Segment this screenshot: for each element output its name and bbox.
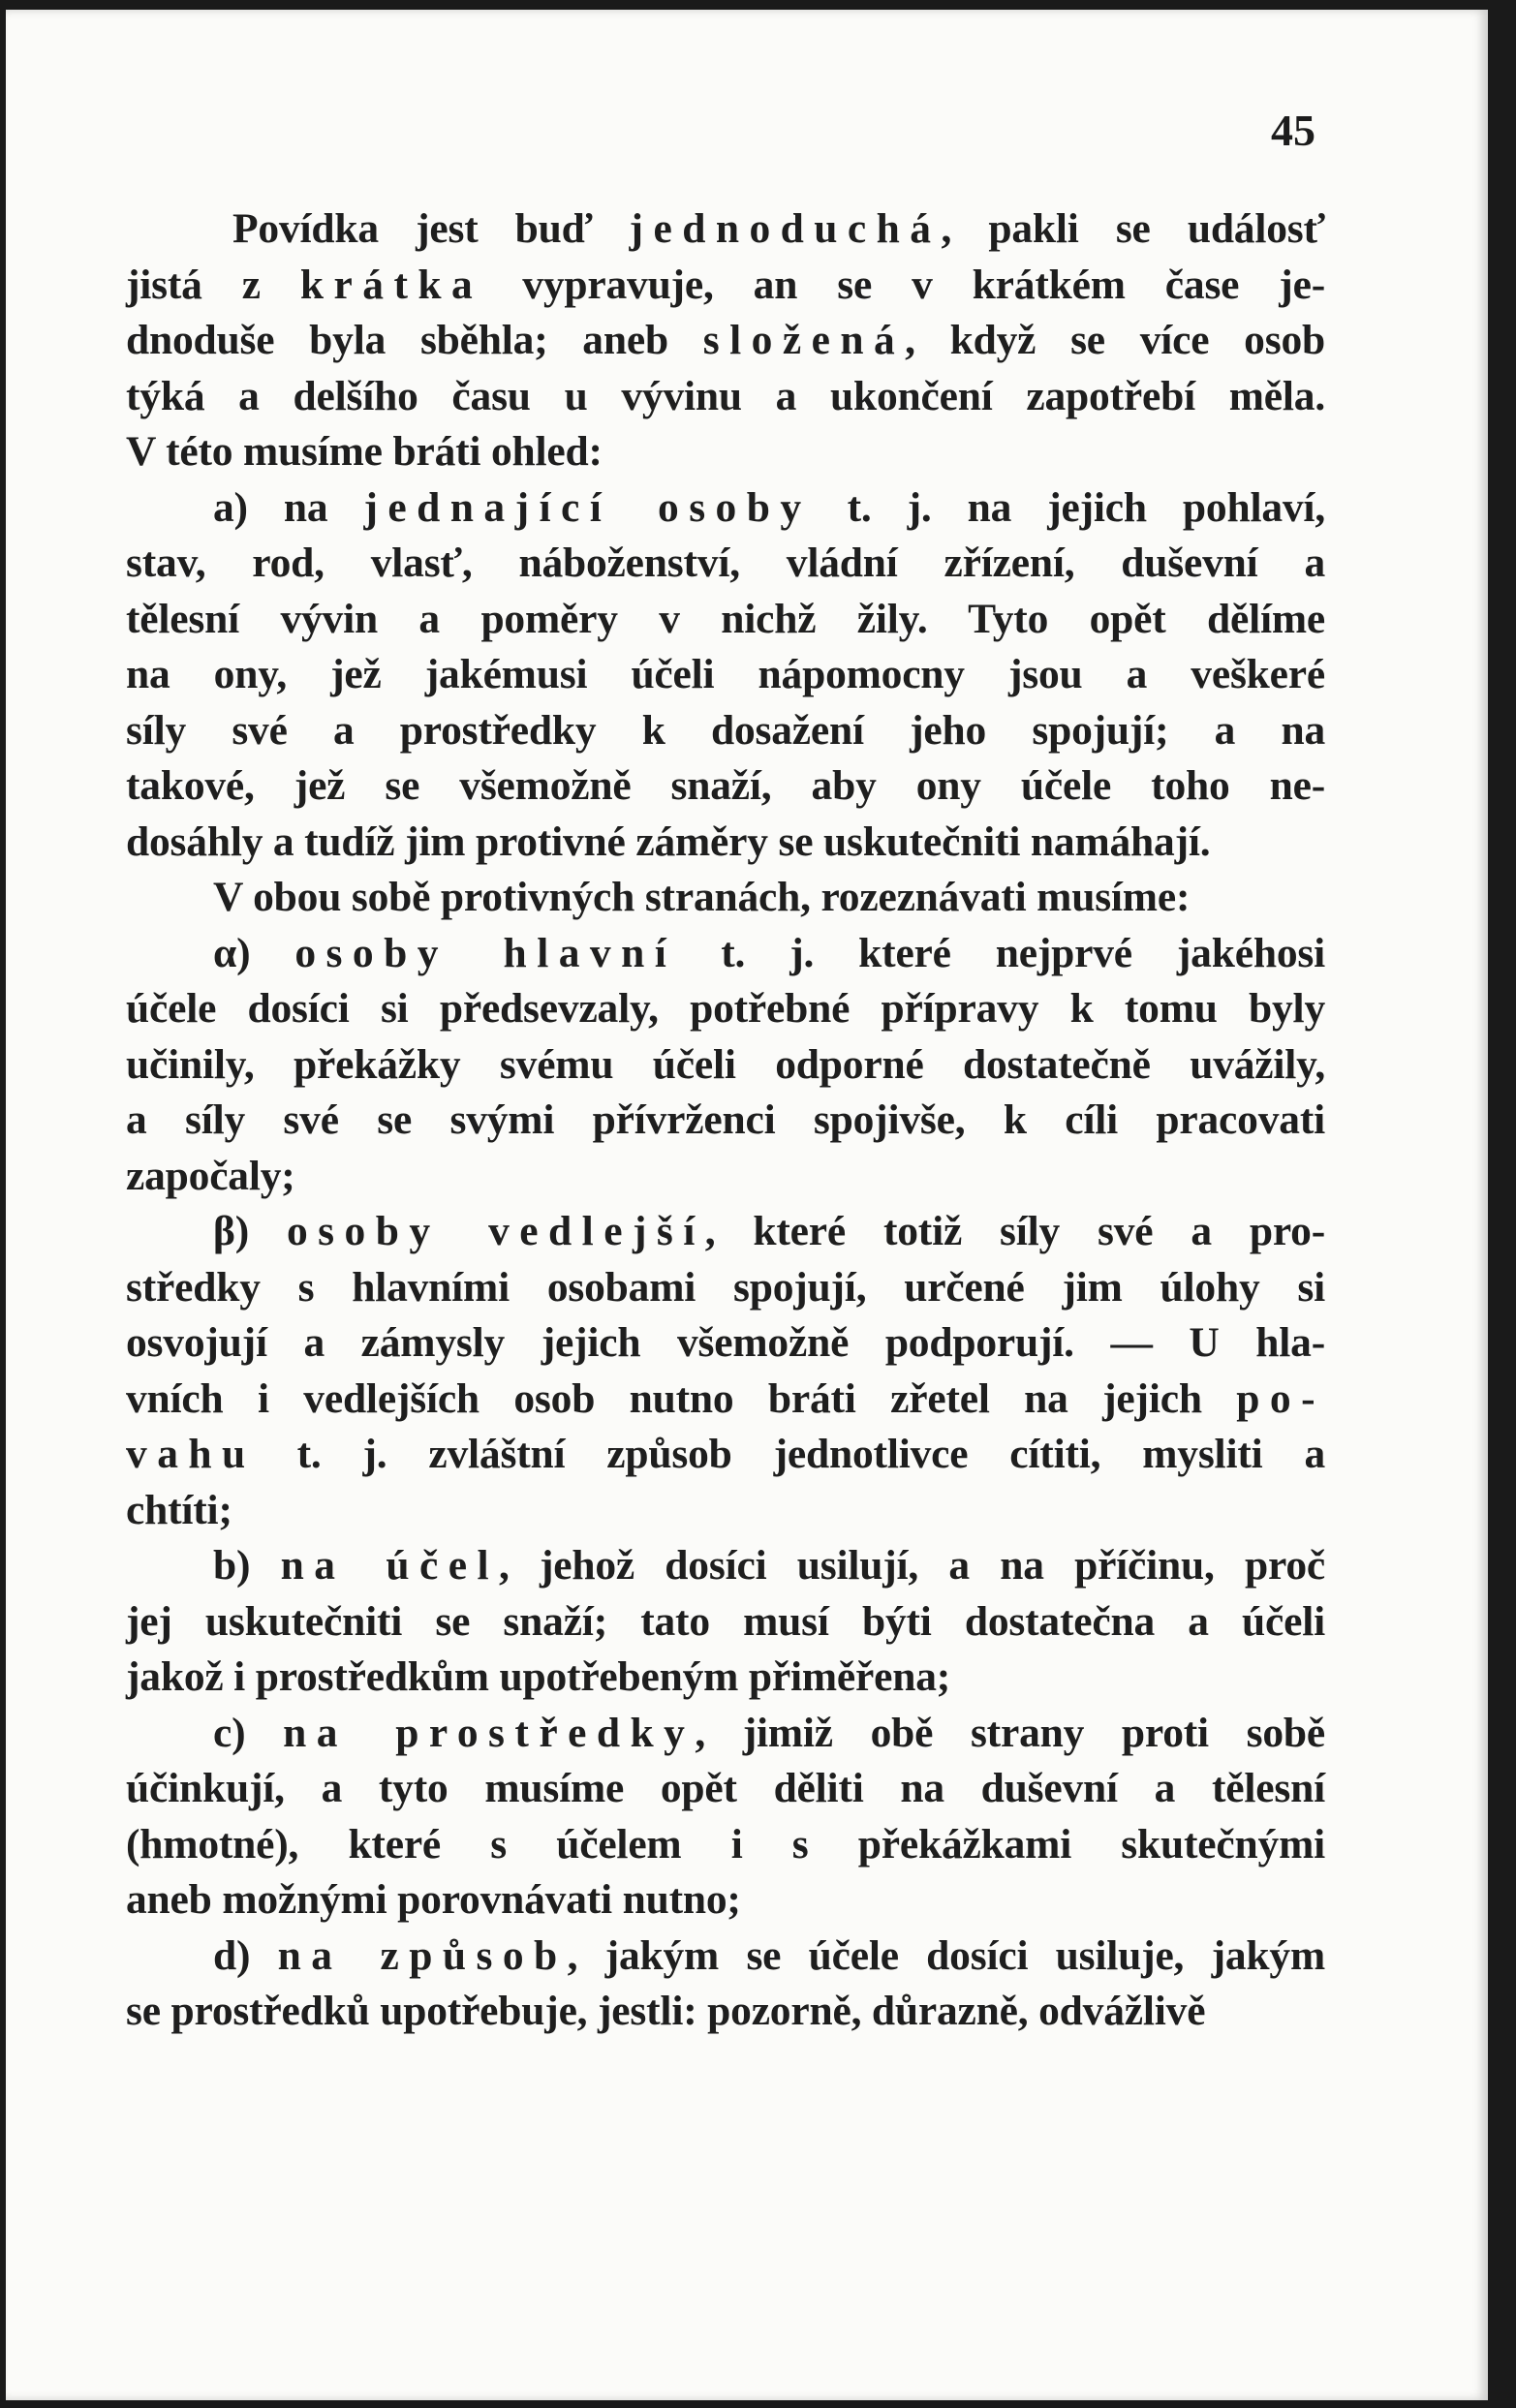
spaced-emphasis: na způsob <box>277 1931 568 1979</box>
text-run: a síly své se svými přívrženci spojivše, k cíli pracovati <box>126 1096 1325 1143</box>
spaced-emphasis: složená <box>702 317 906 363</box>
text-run: t. j. zvláštní způsob jednotlivce cítiti, mysliti a <box>255 1431 1325 1477</box>
text-line <box>126 647 1325 703</box>
spaced-emphasis: jednoduchá <box>629 205 942 252</box>
paragraph <box>126 1706 1325 1929</box>
text-run: stav, rod, vlasť, náboženství, vládní zřízení, duševní a <box>126 540 1325 586</box>
text-line <box>126 369 1325 425</box>
text-run: V obou sobě protivných stranách, rozeznávati musíme: <box>213 874 1191 920</box>
text-run: dosáhly a tudíž jim protivné záměry se uskutečniti namáhají. <box>126 818 1211 865</box>
text-run: tělesní vývin a poměry v nichž žily. Tyto opět dělíme <box>126 595 1325 642</box>
text-line <box>126 926 1325 982</box>
text-run: síly své a prostředky k dosažení jeho spojují; a na <box>126 706 1325 754</box>
text-line <box>126 1594 1325 1651</box>
text-run: takové, jež se všemožně snaží, aby ony účele toho ne- <box>126 762 1325 809</box>
text-line <box>126 1483 1325 1539</box>
text-line <box>126 201 1325 258</box>
spaced-emphasis: vahu <box>126 1431 256 1477</box>
text-run: aneb možnými porovnávati nutno; <box>126 1876 741 1923</box>
text-run: jej uskutečniti se snaží; tato musí býti dostatečna a účeli <box>126 1597 1325 1645</box>
text-line <box>126 1538 1325 1594</box>
text-line <box>126 1037 1325 1094</box>
text-run: se prostředků upotřebuje, jestli: pozorně, důrazně, odvážlivě <box>126 1988 1206 2034</box>
paragraph <box>126 870 1325 926</box>
text-line <box>126 1761 1325 1817</box>
text-run: t. j. které nejprvé jakéhosi <box>676 929 1325 976</box>
text-run: , jakým se účele dosíci usiluje, jakým <box>567 1931 1325 1979</box>
text-line <box>126 1650 1325 1706</box>
spaced-emphasis: na účel <box>280 1542 499 1589</box>
text-run: , které totiž síly své a pro- <box>704 1208 1325 1254</box>
text-line <box>126 480 1325 537</box>
text-run: dnoduše byla sběhla; aneb <box>126 317 703 363</box>
text-line <box>126 592 1325 648</box>
spaced-emphasis: jednající osoby <box>363 483 812 531</box>
text-line <box>126 424 1325 480</box>
text-run: účinkují, a tyto musíme opět děliti na duševní a tělesní <box>126 1765 1325 1811</box>
text-run: t. j. na jejich pohlaví, <box>811 483 1325 531</box>
text-line <box>126 703 1325 759</box>
text-run: (hmotné), které s účelem i s překážkami skutečnými <box>126 1820 1325 1868</box>
text-run: týká a delšího času u vývinu a ukončení zapotřebí měla. <box>126 372 1325 419</box>
text-line <box>126 815 1325 871</box>
text-run: započaly; <box>126 1152 295 1199</box>
text-run: c) <box>213 1709 284 1756</box>
paragraph <box>126 926 1325 1205</box>
text-run: vypravuje, an se v krátkém čase je- <box>482 261 1325 308</box>
text-run: Povídka jest buď <box>232 205 630 252</box>
text-line <box>126 536 1325 592</box>
paragraph <box>126 1929 1325 2040</box>
text-line <box>126 258 1325 314</box>
page-number: 45 <box>1271 106 1315 155</box>
body-text <box>126 201 1325 2040</box>
spaced-emphasis: osoby vedlejší <box>286 1208 705 1254</box>
text-run: učinily, překážky svému účeli odporné dostatečně uvážily, <box>126 1040 1325 1088</box>
paragraph <box>126 1538 1325 1706</box>
text-run: na ony, jež jakémusi účeli nápomocny jsou a veškeré <box>126 651 1325 697</box>
text-line <box>126 758 1325 815</box>
text-run: b) <box>213 1542 281 1589</box>
spaced-emphasis: krátka <box>299 261 483 308</box>
text-line <box>126 1372 1325 1428</box>
text-line <box>126 1260 1325 1316</box>
text-line <box>126 1427 1325 1483</box>
text-run: jistá z <box>126 261 300 308</box>
text-run: středky s hlavními osobami spojují, určené jim úlohy si <box>126 1263 1325 1311</box>
text-run: , jimiž obě strany proti sobě <box>695 1709 1325 1756</box>
text-line <box>126 870 1325 926</box>
book-page <box>6 10 1488 2400</box>
paragraph <box>126 480 1325 871</box>
text-run: α) <box>213 929 295 976</box>
text-line <box>126 1984 1325 2040</box>
text-run: a) na <box>213 483 364 531</box>
spaced-emphasis: osoby hlavní <box>294 929 677 976</box>
text-line <box>126 1817 1325 1873</box>
text-run: , pakli se událosť <box>941 205 1325 252</box>
text-line <box>126 1706 1325 1762</box>
text-run: jakož i prostředkům upotřebeným přiměřena; <box>126 1653 951 1700</box>
text-run: d) <box>213 1931 278 1979</box>
text-line <box>126 1872 1325 1929</box>
text-run: chtíti; <box>126 1486 232 1533</box>
text-run: vních i vedlejších osob nutno bráti zřetel na jejich <box>126 1374 1237 1422</box>
text-run: , když se více osob <box>905 317 1325 363</box>
paragraph <box>126 201 1325 480</box>
text-run: osvojují a zámysly jejich všemožně podporují. — U hla- <box>126 1319 1325 1366</box>
text-line <box>126 1204 1325 1260</box>
text-line <box>126 1149 1325 1205</box>
paragraph <box>126 1204 1325 1538</box>
text-line <box>126 1929 1325 1985</box>
text-line <box>126 981 1325 1037</box>
text-run: β) <box>213 1208 287 1254</box>
spaced-emphasis: po- <box>1236 1374 1325 1422</box>
spaced-emphasis: na prostředky <box>283 1709 696 1756</box>
text-run: V této musíme bráti ohled: <box>126 428 603 475</box>
text-run: účele dosíci si předsevzaly, potřebné přípravy k tomu byly <box>126 985 1325 1032</box>
text-line <box>126 1093 1325 1149</box>
text-run: , jehož dosíci usilují, a na příčinu, proč <box>499 1542 1325 1589</box>
text-line <box>126 313 1325 369</box>
text-line <box>126 1315 1325 1372</box>
